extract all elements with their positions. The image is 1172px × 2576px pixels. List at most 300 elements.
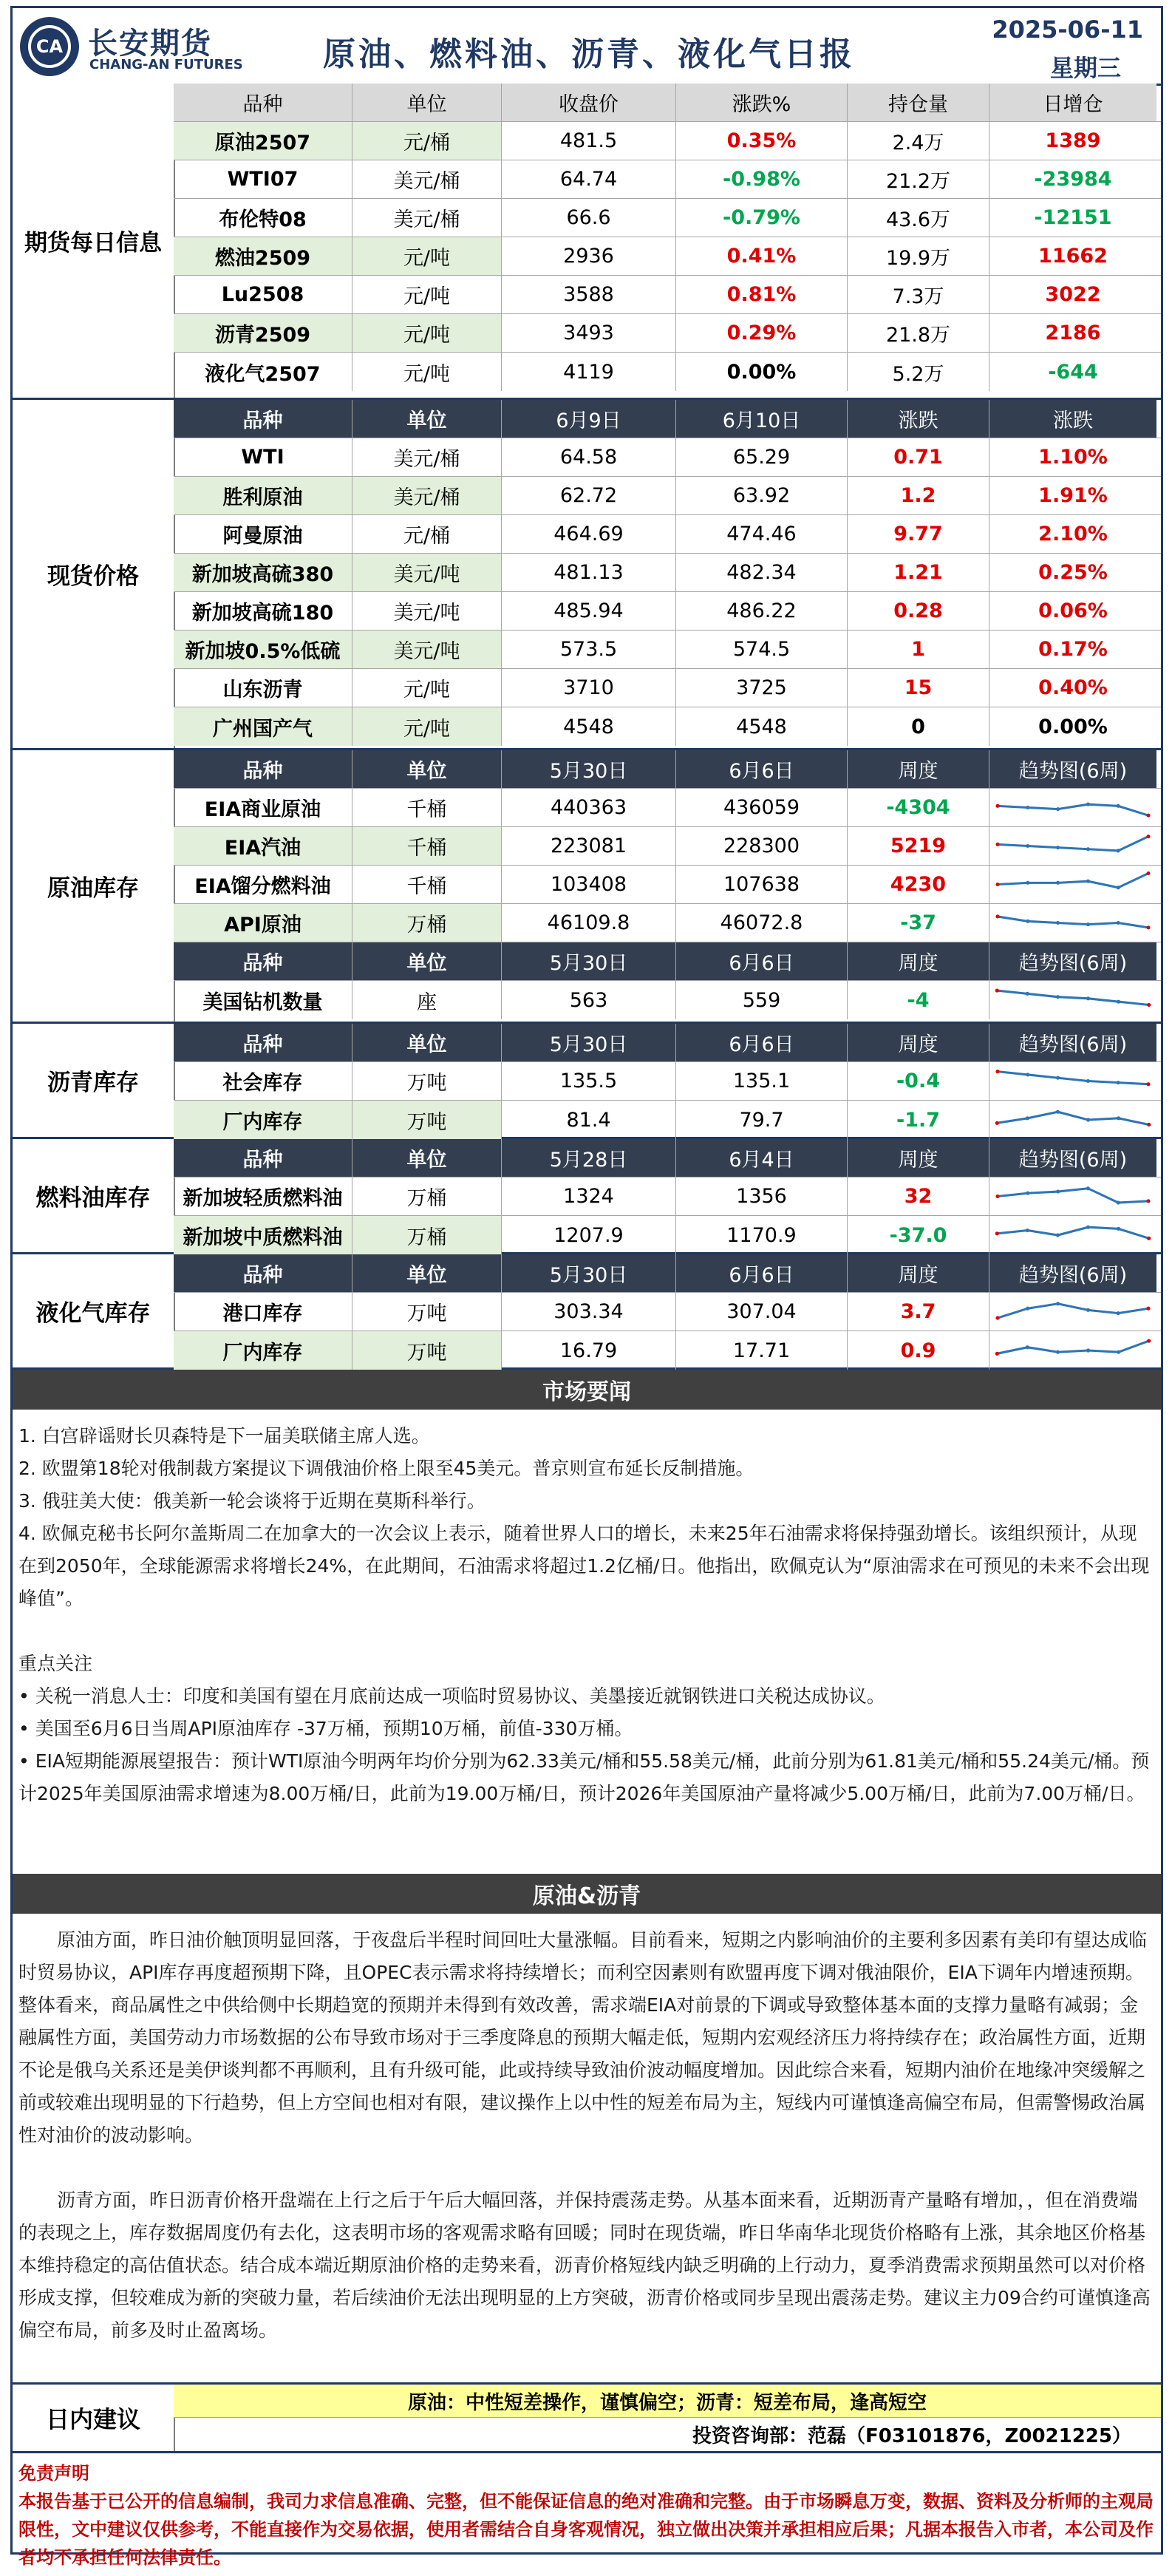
trend-point [995,1316,999,1320]
weekly-change: 32 [848,1177,989,1215]
trend-point [1086,1079,1090,1083]
inventory-curr: 46072.8 [676,904,848,942]
weekly-change: 4230 [848,866,989,903]
commodity-name: 厂内库存 [174,1331,352,1370]
trend-sparkline [989,1101,1156,1139]
trend-point [1026,881,1029,885]
trend-line [997,1341,1148,1353]
trend-point [1117,1081,1120,1084]
table-header-row [174,1139,1161,1177]
trend-point [995,883,999,886]
trend-point [1056,1110,1060,1114]
column-header: 周度 [848,750,989,788]
section-label: 液化气库存 [13,1254,175,1367]
open-interest: 21.8万 [848,314,989,352]
trend-chart-cell [989,1101,1156,1139]
unit-cell: 美元/吨 [352,592,502,630]
trend-point [1086,1308,1090,1312]
section-label: 原油库存 [13,750,175,1022]
trend-point [1086,996,1090,1000]
trend-line [997,1112,1148,1124]
column-header: 5月30日 [502,942,676,980]
price-prev: 4548 [502,707,676,746]
column-header: 单位 [352,1024,502,1061]
trend-point [1086,847,1090,851]
trend-point [1056,846,1060,849]
column-header: 品种 [174,750,352,788]
commodity-name: WTI07 [174,160,352,198]
focus-item: • 关税一消息人士：印度和美国有望在月底前达成一项临时贸易协议、美墨接近就钢铁进口关税达成协议。 [18,1685,885,1707]
commodity-name: 新加坡中质燃料油 [174,1216,352,1254]
trend-point [1146,835,1150,838]
trend-chart-cell [989,904,1156,942]
unit-cell: 千桶 [352,789,502,826]
commodity-name: 广州国产气 [174,707,352,746]
column-header: 6月6日 [676,1254,848,1292]
analysis-band: 原油&沥青 [13,1874,1161,1914]
change-pct: 0.29% [676,314,848,352]
daily-oi-change: -644 [1048,360,1098,384]
weekly-change: 0.9 [848,1331,989,1370]
weekly-change: -0.4 [848,1062,989,1100]
price-curr: 63.92 [676,477,848,514]
daily-oi-change: 2186 [1045,322,1101,344]
trend-point [995,1121,999,1125]
trend-point [1147,1339,1151,1342]
trend-point [1086,1348,1090,1352]
trend-point [1117,921,1120,925]
change-value: 9.77 [848,515,989,553]
unit-cell: 元/吨 [352,669,502,707]
table-row [174,904,1161,942]
column-header: 涨跌 [989,400,1156,438]
inventory-curr: 17.71 [676,1331,848,1370]
inventory-prev: 46109.8 [502,904,676,942]
close-price: 2936 [502,237,676,275]
weekly-change: -37.0 [848,1216,989,1254]
trend-point [1056,807,1060,811]
column-header: 品种 [174,1139,352,1177]
table-row [174,866,1161,904]
trend-point [1026,1192,1029,1195]
trend-point [1026,844,1029,848]
trend-point [1146,871,1150,875]
table-header-row [174,1254,1161,1293]
weekly-change: -4 [848,981,989,1019]
price-curr: 65.29 [676,438,848,476]
trend-point [1056,1350,1060,1354]
weekly-change: 5219 [848,827,989,865]
report-page [10,6,1163,2568]
asphalt-inventory-section [13,1024,1161,1139]
open-interest: 2.4万 [848,122,989,160]
inventory-curr: 135.1 [676,1062,848,1100]
report-date: 2025-06-11 [992,16,1143,44]
news-band: 市场要闻 [13,1370,1161,1410]
table-row [174,477,1161,515]
table-row [174,515,1161,554]
column-header: 5月28日 [502,1139,676,1177]
daily-oi-change: -23984 [1034,168,1112,191]
column-header: 日增仓 [989,84,1156,121]
column-header: 品种 [174,942,352,980]
unit-cell: 元/桶 [352,122,502,160]
trend-point [995,1070,999,1073]
asphalt-inventory-table [174,1024,1161,1137]
change-value: 1.2 [848,477,989,514]
table-row [174,827,1161,866]
unit-cell: 美元/桶 [352,199,502,237]
price-curr: 3725 [676,669,848,707]
analysis-paragraph: 原油方面，昨日油价触顶明显回落，于夜盘后半程时间回吐大量涨幅。目前看来，短期之内影响油价的主要利多因素有美印有望达成临时贸易协议，API库存再度超预期下降，且OPEC表示需求将持续增长；而利空因素则有欧盟再度下调对俄油限价，EIA下调年内增速预期。整体看来，商品属性之中供给侧中长期趋宽的预期并未得到有效改善，需求端EIA对前景的下调或导致整体基本面的支撑力量略有减弱；金融属性方面，美国劳动力市场数据的公布导致市场对于三季度降息的预期大幅走低，短期内宏观经济压力将持续存在；政治属性方面，近期不论是俄乌关系还是美伊谈判都不再顺利，且有升级可能，此或持续导致油价波动幅度增加。因此综合来看，短期内油价在地缘冲突缓解之前或较难出现明显的下行趋势，但上方空间也相对有限，建议操作上以中性的短差布局为主，短线内可谨慎逢高偏空布局，但需警惕政治属性对油价的波动影响。 [18,1929,1148,2146]
trend-point [1117,1000,1120,1004]
lpg-inventory-section [13,1254,1161,1370]
inventory-curr: 79.7 [676,1101,848,1139]
price-curr: 474.46 [676,515,848,553]
table-header-row [174,942,1161,981]
trend-point [995,1352,999,1356]
column-header: 涨跌 [848,400,989,438]
section-label: 期货每日信息 [13,84,175,398]
commodity-name: API原油 [174,904,352,942]
column-header: 周度 [848,1139,989,1177]
trend-line [997,990,1148,1005]
column-header: 单位 [352,750,502,788]
fuel-oil-inventory-section [13,1139,1161,1254]
crude-inventory-section [13,750,1161,1024]
futures-section [13,84,1161,400]
company-name-en: CHANG-AN FUTURES [89,57,243,72]
commodity-name: 厂内库存 [174,1101,352,1139]
unit-cell: 万桶 [352,1177,502,1215]
trend-point [995,988,999,992]
news-item: 1. 白宫辟谣财长贝森特是下一届美联储主席人选。 [18,1425,430,1447]
price-prev: 485.94 [502,592,676,630]
spacer [18,1615,1155,1648]
section-label: 现货价格 [13,400,175,748]
column-header: 趋势图(6周) [989,1024,1156,1061]
change-value: 15 [848,669,989,707]
trend-point [995,1194,999,1198]
change-pct: 1.10% [1038,446,1108,469]
trend-point [1086,1118,1090,1121]
trend-chart-cell [989,789,1156,826]
focus-title: 重点关注 [18,1653,93,1674]
trend-point [1117,1227,1120,1231]
column-header: 趋势图(6周) [989,750,1156,788]
column-header: 6月10日 [676,400,848,438]
trend-point [1147,1003,1151,1007]
trend-point [1026,1073,1029,1076]
inventory-prev: 1207.9 [502,1216,676,1254]
open-interest: 5.2万 [848,353,989,391]
column-header: 6月4日 [676,1139,848,1177]
close-price: 4119 [502,353,676,391]
advice-text: 原油：中性短差操作，谨慎偏空；沥青：短差布局，逢高短空 [174,2385,1161,2418]
trend-point [1147,1123,1151,1126]
company-name-cn: 长安期货 [88,27,212,61]
trend-sparkline [989,1331,1156,1370]
futures-table [174,84,1161,398]
change-pct: -0.79% [676,199,848,237]
column-header: 周度 [848,1024,989,1061]
commodity-name: Lu2508 [174,276,352,313]
price-curr: 486.22 [676,592,848,630]
commodity-name: 新加坡0.5%低硫 [174,631,352,668]
trend-point [1117,886,1120,889]
trend-point [1146,1199,1150,1203]
trend-sparkline [989,1293,1156,1331]
weekly-change: -1.7 [848,1101,989,1139]
table-row [174,1177,1161,1216]
trend-point [1026,992,1029,996]
trend-line [998,1189,1148,1203]
table-row [174,592,1161,631]
unit-cell: 美元/桶 [352,160,502,198]
unit-cell: 元/吨 [352,353,502,391]
spacer [18,2152,1155,2184]
inventory-curr: 436059 [676,789,848,826]
table-header-row [174,84,1161,122]
trend-point [1117,1311,1120,1315]
column-header: 单位 [352,1139,502,1177]
table-row [174,1216,1161,1254]
commodity-name: 布伦特08 [174,199,352,237]
column-header: 6月6日 [676,942,848,980]
table-row [174,707,1161,746]
table-header-row [174,750,1161,789]
trend-sparkline [989,827,1156,865]
trend-line [998,1072,1148,1084]
trend-point [1117,849,1120,852]
change-value: 1 [848,631,989,668]
trend-line [998,837,1148,851]
trend-point [995,804,999,808]
analysis-block [13,1924,1161,2347]
news-item: 3. 俄驻美大使：俄美新一轮会谈将于近期在莫斯科举行。 [18,1490,486,1512]
close-price: 66.6 [502,199,676,237]
trend-point [1026,806,1029,809]
trend-point [1146,925,1150,929]
trend-point [1146,814,1150,818]
column-header: 品种 [174,400,352,438]
column-header: 6月6日 [676,750,848,788]
trend-point [1147,1237,1151,1240]
inventory-prev: 440363 [502,789,676,826]
unit-cell: 万桶 [352,904,502,942]
trend-line [998,917,1148,928]
price-prev: 481.13 [502,554,676,591]
change-pct: 0.00% [1038,715,1108,738]
table-row [174,1293,1161,1331]
trend-chart-cell [989,1177,1156,1215]
table-row [174,1331,1161,1370]
unit-cell: 万吨 [352,1293,502,1331]
commodity-name: 港口库存 [174,1293,352,1331]
unit-cell: 座 [352,981,502,1019]
inventory-curr: 228300 [676,827,848,865]
change-pct: 0.25% [1038,561,1108,584]
inventory-prev: 1324 [502,1177,676,1215]
unit-cell: 万吨 [352,1331,502,1370]
column-header: 6月6日 [676,1024,848,1061]
commodity-name: 液化气2507 [174,353,352,391]
unit-cell: 元/吨 [352,314,502,352]
column-header: 6月9日 [502,400,676,438]
trend-point [995,1231,999,1235]
commodity-name: 沥青2509 [174,314,352,352]
table-header-row [174,1024,1161,1062]
weekly-change: -37 [848,904,989,942]
analyst-credit: 投资咨询部：范磊（F03101876，Z0021225） [692,2424,1131,2447]
inventory-prev: 303.34 [502,1293,676,1331]
weekly-change: -4304 [848,789,989,826]
report-header [13,8,1161,86]
column-header: 趋势图(6周) [989,942,1156,980]
trend-chart-cell [989,866,1156,903]
company-logo [20,17,79,76]
trend-sparkline [989,1177,1156,1215]
commodity-name: EIA馏分燃料油 [174,866,352,903]
commodity-name: 新加坡轻质燃料油 [174,1177,352,1215]
trend-point [1146,1082,1150,1086]
column-header: 单位 [352,84,502,121]
table-row [174,160,1161,199]
trend-point [1086,880,1090,883]
commodity-name: 美国钻机数量 [174,981,352,1019]
daily-oi-change: 3022 [1045,283,1101,306]
inventory-curr: 307.04 [676,1293,848,1331]
open-interest: 21.2万 [848,160,989,198]
trend-point [1026,1307,1029,1311]
price-curr: 574.5 [676,631,848,668]
trend-point [1086,1186,1090,1190]
table-row [174,1101,1161,1139]
open-interest: 19.9万 [848,237,989,275]
table-row [174,438,1161,477]
column-header: 收盘价 [502,84,676,121]
daily-oi-change: 11662 [1038,245,1108,268]
change-pct: 0.41% [676,237,848,275]
trend-sparkline [989,866,1156,903]
trend-line [998,874,1148,888]
unit-cell: 美元/吨 [352,631,502,668]
unit-cell: 美元/吨 [352,554,502,591]
trend-point [1026,1345,1029,1349]
report-weekday: 星期三 [1049,54,1121,82]
trend-point [995,843,999,846]
inventory-curr: 559 [676,981,848,1019]
change-pct: 0.06% [1038,599,1108,622]
fuel-oil-inventory-table [174,1139,1161,1252]
disclaimer-text: 本报告基于已公开的信息编制，我司力求信息准确、完整，但不能保证信息的绝对准确和完整。由于市场瞬息万变，数据、资料及分析师的主观局限性，文中建议仅供参考，不能直接作为交易依据，使用者需结合自身客观情况，独立做出决策并承担相应后果；凡据本报告入市者，本公司及作者均不承担任何法律责任。 [18,2491,1154,2568]
unit-cell: 美元/桶 [352,477,502,514]
trend-chart-cell [989,1331,1156,1370]
table-row [174,789,1161,827]
open-interest: 7.3万 [848,276,989,313]
trend-point [1056,1233,1060,1237]
trend-point [1056,1076,1060,1080]
trend-line [998,804,1148,815]
open-interest: 43.6万 [848,199,989,237]
commodity-name: EIA商业原油 [174,789,352,826]
trend-chart-cell [989,981,1156,1019]
column-header: 5月30日 [502,1024,676,1061]
trend-point [1056,995,1060,999]
unit-cell: 元/桶 [352,515,502,553]
commodity-name: 原油2507 [174,122,352,160]
price-prev: 3710 [502,669,676,707]
inventory-prev: 563 [502,981,676,1019]
price-prev: 64.58 [502,438,676,476]
inventory-curr: 1356 [676,1177,848,1215]
advice-label: 日内建议 [13,2385,175,2451]
commodity-name: 燃油2509 [174,237,352,275]
close-price: 3588 [502,276,676,313]
trend-point [1056,1190,1060,1194]
trend-chart-cell [989,827,1156,865]
trend-chart-cell [989,1062,1156,1100]
column-header: 单位 [352,400,502,438]
price-prev: 464.69 [502,515,676,553]
column-header: 单位 [352,1254,502,1292]
spot-section [13,400,1161,750]
trend-point [1086,803,1090,806]
intraday-advice [13,2382,1161,2453]
table-header-row [174,400,1161,438]
column-header: 品种 [174,1024,352,1061]
trend-point [1056,921,1060,925]
disclaimer [13,2455,1161,2576]
change-value: 0.71 [848,438,989,476]
trend-point [1117,1350,1120,1354]
inventory-prev: 103408 [502,866,676,903]
table-row [174,122,1161,160]
table-row [174,554,1161,592]
commodity-name: 社会库存 [174,1062,352,1100]
trend-point [1056,1302,1060,1305]
news-block [13,1420,1161,1810]
commodity-name: WTI [174,438,352,476]
column-header: 涨跌% [676,84,848,121]
column-header: 品种 [174,84,352,121]
change-pct: 0.40% [1038,676,1108,699]
change-pct: 2.10% [1038,523,1108,546]
change-value: 1.21 [848,554,989,591]
report-title: 原油、燃料油、沥青、液化气日报 [323,35,855,73]
commodity-name: 胜利原油 [174,477,352,514]
lpg-inventory-table [174,1254,1161,1367]
trend-point [1086,922,1090,926]
inventory-prev: 16.79 [502,1331,676,1370]
column-header: 趋势图(6周) [989,1254,1156,1292]
daily-oi-change: -12151 [1034,206,1112,229]
inventory-curr: 1170.9 [676,1216,848,1254]
trend-sparkline [989,904,1156,942]
crude-inventory-table [174,750,1161,1022]
news-item: 2. 欧盟第18轮对俄制裁方案提议下调俄油价格上限至45美元。普京则宣布延长反制措施。 [18,1458,754,1479]
commodity-name: 新加坡高硫380 [174,554,352,591]
column-header: 周度 [848,942,989,980]
change-pct: 0.17% [1038,638,1108,661]
trend-chart-cell [989,1216,1156,1254]
close-price: 3493 [502,314,676,352]
change-pct: 0.81% [676,276,848,313]
unit-cell: 元/吨 [352,237,502,275]
price-prev: 62.72 [502,477,676,514]
trend-point [1026,1116,1029,1120]
spot-table [174,400,1161,748]
